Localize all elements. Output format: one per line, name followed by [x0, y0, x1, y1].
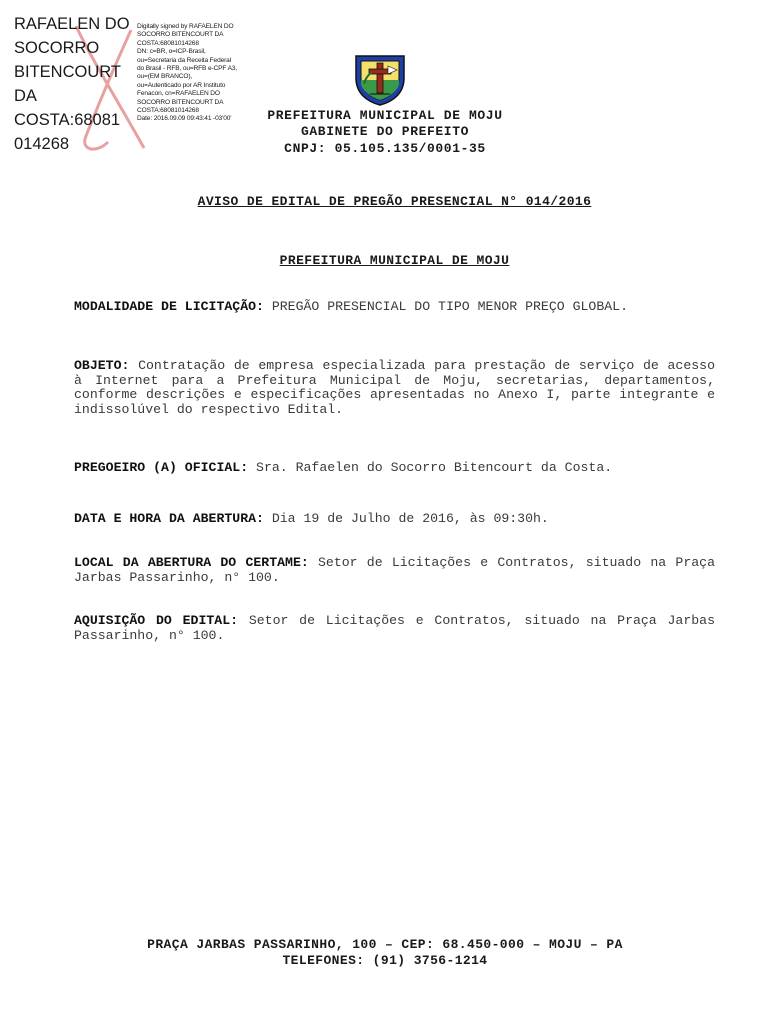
section-text: Sra. Rafaelen do Socorro Bitencourt da Costa. — [256, 460, 613, 475]
section-label: MODALIDADE DE LICITAÇÃO: — [74, 299, 264, 314]
section-official — [74, 461, 715, 476]
notice-title: AVISO DE EDITAL DE PREGÃO PRESENCIAL N° 014/2016 — [197, 194, 592, 209]
section-text: PREGÃO PRESENCIAL DO TIPO MENOR PREÇO GLOBAL. — [271, 299, 628, 314]
section-object — [74, 359, 715, 417]
section-text: Contratação de empresa especializada para prestação de serviço de acesso à Internet para a Prefeitura Municipal de Moju, secretarias, departamentos, conforme descrições e especificações apresentadas no Anexo I, parte integrante e indissolúvel do respectivo Edital. — [74, 358, 715, 417]
section-label: OBJETO: — [74, 358, 130, 373]
header-cnpj: CNPJ: 05.105.135/0001-35 — [284, 141, 486, 156]
header-office: GABINETE DO PREFEITO — [300, 124, 470, 139]
header-municipality: PREFEITURA MUNICIPAL DE MOJU — [267, 108, 503, 123]
section-label: DATA E HORA DA ABERTURA: — [74, 511, 264, 526]
section-text: Setor de Licitações e Contratos, situado na Praça Jarbas Passarinho, n° 100. — [74, 613, 715, 643]
section-label: AQUISIÇÃO DO EDITAL: — [74, 613, 239, 628]
section-label: PREGOEIRO (A) OFICIAL: — [74, 460, 249, 475]
section-opening-location — [74, 556, 715, 585]
footer-phones: TELEFONES: (91) 3756-1214 — [282, 953, 488, 968]
section-acquisition — [74, 614, 715, 643]
section-opening-date — [74, 512, 715, 527]
notice-subtitle: PREFEITURA MUNICIPAL DE MOJU — [279, 253, 510, 268]
section-text: Setor de Licitações e Contratos, situado na Praça Jarbas Passarinho, n° 100. — [74, 555, 715, 585]
section-label: LOCAL DA ABERTURA DO CERTAME: — [74, 555, 309, 570]
signature-details: Digitally signed by RAFAELEN DO SOCORRO BITENCOURT DA COSTA:68081014268 DN: c=BR, o=ICP-Brasil, ou=Secretaria da Receita Federal do Brasil - RFB, ou=RFB e-CPF A3, ou=(EM BRANCO), ou=Autenticado por AR Instituto Fenacon, cn=RAFAELEN DO SOCORRO BITENCOURT DA COSTA:68081014268 Date: 2016.09.09 09:43:41 -03'00' — [137, 23, 238, 123]
municipal-crest-icon — [352, 50, 408, 106]
footer-address: PRAÇA JARBAS PASSARINHO, 100 – CEP: 68.450-000 – MOJU – PA — [147, 937, 623, 952]
section-modality — [74, 300, 715, 315]
section-text: Dia 19 de Julho de 2016, às 09:30h. — [271, 511, 549, 526]
signer-name: RAFAELEN DO SOCORRO BITENCOURT DA COSTA:68081 014268 — [14, 15, 130, 153]
